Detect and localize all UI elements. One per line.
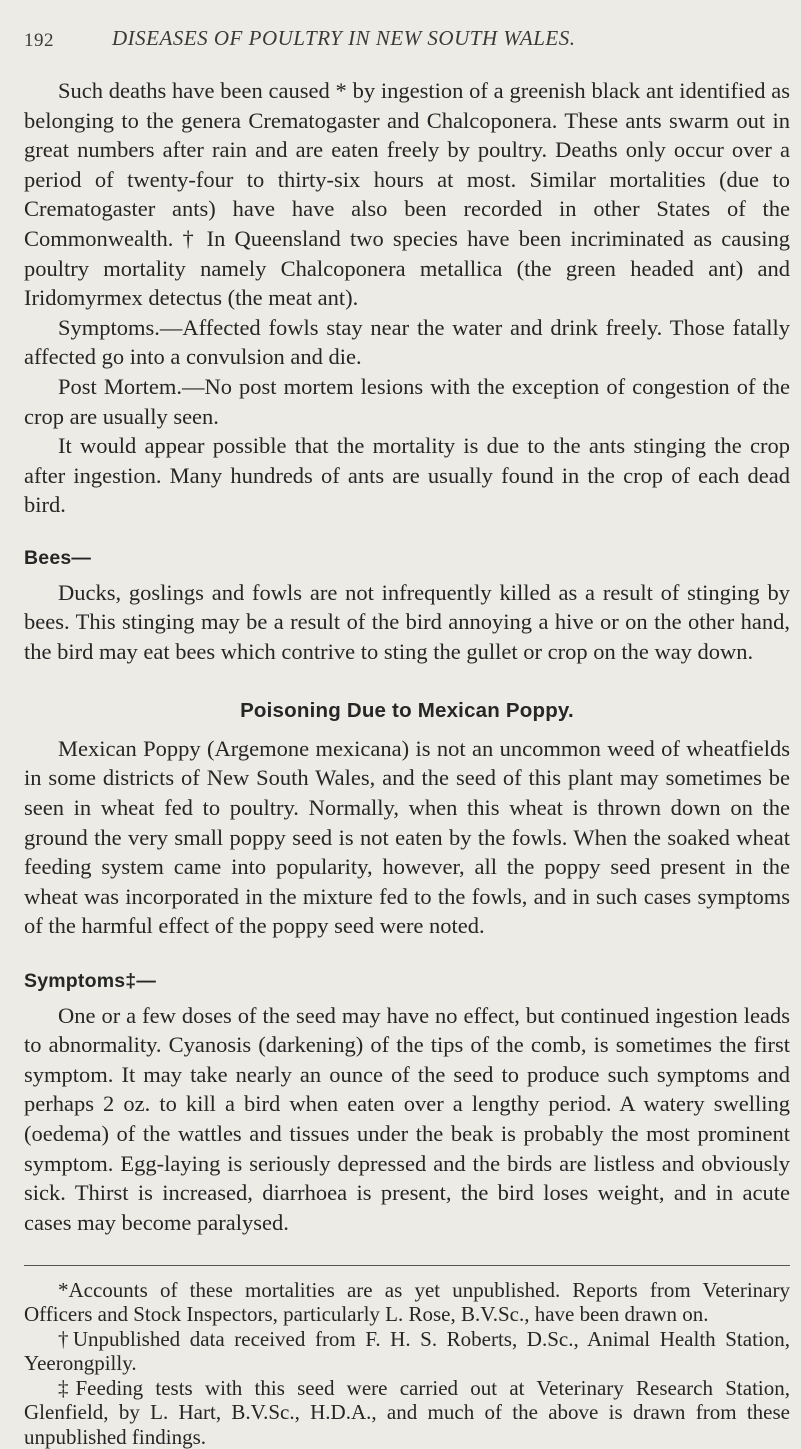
ants-sting-paragraph: It would appear possible that the mortality is due to the ants stinging the crop after ingestion. Many hundreds of ants are usually found in the crop of each dead bird. [24,433,790,518]
page-number: 192 [24,30,54,51]
poppy-symptoms-heading: Symptoms‡— [24,970,157,993]
ants-symptoms-paragraph: Symptoms.—Affected fowls stay near the water and drink freely. Those fatally affected go into a convulsion and die. [24,314,790,370]
running-head: DISEASES OF POULTRY IN NEW SOUTH WALES. [112,26,576,50]
mexican-poppy-paragraph: Mexican Poppy (Argemone mexicana) is not an uncommon weed of wheatfields in some districts of New South Wales, and the seed of this plant may sometimes be seen in wheat fed to poultry. Normally, when this wheat is thrown down on the ground the very small poppy seed is not eaten by the fowls. When the soaked wheat feeding system came into popularity, however, all the poppy seed present in the wheat was incorporated in the mixture fed to the fowls, and in such cases symptoms of the harmful effect of the poppy seed were noted. [24,735,790,939]
footnote-dagger: †Unpublished data received from F. H. S. Roberts, D.Sc., Animal Health Station, Yeerongpilly. [24,1326,790,1376]
ants-paragraph: Such deaths have been caused * by ingestion of a greenish black ant identified as belonging to the genera Crematogaster and Chalcoponera. These ants swarm out in great numbers after rain and are eaten freely by poultry. Deaths only occur over a period of twenty-four to thirty-six hours at most. Similar mortalities (due to Crematogaster ants) have have also been recorded in other States of the Commonwealth. † In Queensland two species have been incriminated as causing poultry mortality namely Chalcoponera metallica (the green headed ant) and Iridomyrmex detectus (the meat ant). [24,78,790,311]
footnotes [24,1278,790,1449]
footnote-divider [24,1265,790,1266]
ants-post-mortem-paragraph: Post Mortem.—No post mortem lesions with the exception of congestion of the crop are usually seen. [24,373,790,429]
footnote-double-dagger: ‡Feeding tests with this seed were carried out at Veterinary Research Station, Glenfield, by L. Hart, B.V.Sc., H.D.A., and much of the above is drawn from these unpublished findings. [24,1375,790,1449]
footnote-asterisk: *Accounts of these mortalities are as yet unpublished. Reports from Veterinary Officers and Stock Inspectors, particularly L. Rose, B.V.Sc., have been drawn on. [24,1277,790,1327]
page-body [24,76,790,1449]
page-header [24,26,787,56]
mexican-poppy-heading: Poisoning Due to Mexican Poppy. [240,699,574,723]
poppy-symptoms-paragraph: One or a few doses of the seed may have no effect, but continued ingestion leads to abnormality. Cyanosis (darkening) of the tips of the comb, is sometimes the first symptom. It may take nearly an ounce of the seed to produce such symptoms and perhaps 2 oz. to kill a bird when eaten over a lengthy period. A watery swelling (oedema) of the wattles and tissues under the beak is probably the most prominent symptom. Egg-laying is seriously depressed and the birds are listless and obviously sick. Thirst is increased, diarrhoea is present, the bird loses weight, and in acute cases may become paralysed. [24,1002,790,1235]
bees-paragraph: Ducks, goslings and fowls are not infrequently killed as a result of stinging by bees. This stinging may be a result of the bird annoying a hive or on the other hand, the bird may eat bees which contrive to sting the gullet or crop on the way down. [24,579,790,664]
bees-heading: Bees— [24,546,92,569]
